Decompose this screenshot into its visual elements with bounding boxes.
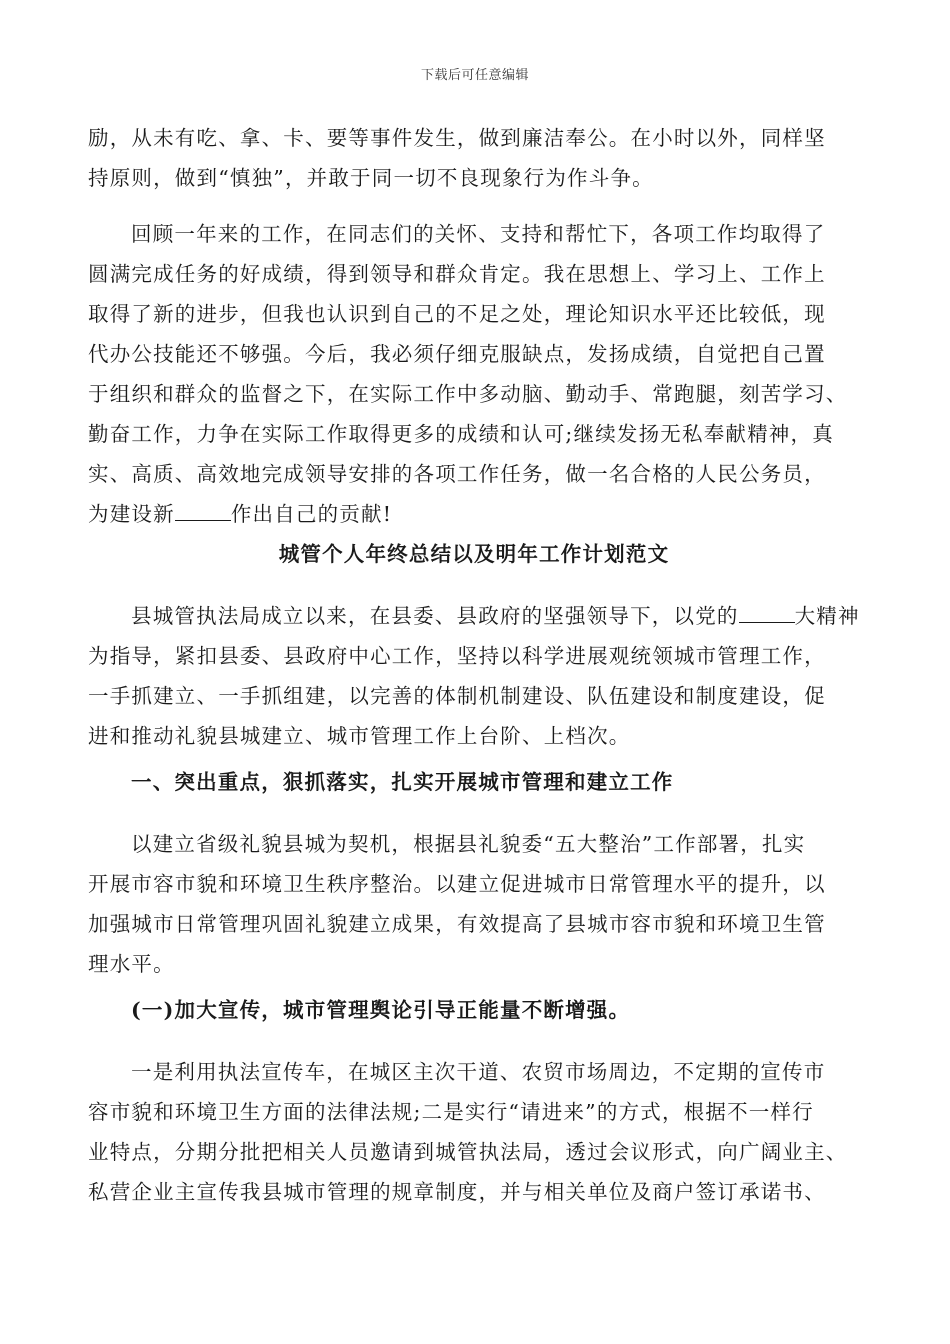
text-line: 励，从未有吃、拿、卡、要等事件发生，做到廉洁奉公。在小时以外，同样坚 (88, 126, 826, 150)
text-line: 业特点，分期分批把相关人员邀请到城管执法局，透过会议形式，向广阔业主、 (88, 1140, 848, 1164)
text-line: 进和推动礼貌县城建立、城市管理工作上台阶、上档次。 (88, 724, 631, 748)
heading-text: (一)加大宣传，城市管理舆论引导正能量不断增强。 (131, 998, 631, 1022)
text-line: 回顾一年来的工作，在同志们的关怀、支持和帮忙下，各项工作均取得了 (131, 222, 826, 246)
text-line: 代办公技能还不够强。今后，我必须仔细克服缺点，发扬成绩，自觉把自己置 (88, 342, 826, 366)
text-line: 于组织和群众的监督之下，在实际工作中多动脑、勤动手、常跑腿，刻苦学习、 (88, 382, 848, 406)
paragraph-continuation (88, 118, 860, 198)
text-line: 以建立省级礼貌县城为契机，根据县礼貌委“五大整治”工作部署，扎实 (131, 832, 806, 856)
fill-blank (739, 600, 795, 623)
heading-text: 一、突出重点，狠抓落实，扎实开展城市管理和建立工作 (131, 770, 674, 794)
heading-level-2 (88, 990, 860, 1030)
text-segment: 作出自己的贡献! (230, 502, 393, 526)
title-text: 城管个人年终总结以及明年工作计划范文 (278, 542, 670, 566)
text-line: 持原则，做到“慎独”，并敢于同一切不良现象行为作斗争。 (88, 166, 654, 190)
text-line: 开展市容市貌和环境卫生秩序整治。以建立促进城市日常管理水平的提升，以 (88, 872, 826, 896)
paragraph-review (88, 214, 860, 534)
text-segment: 大精神 (794, 604, 860, 628)
text-line: 圆满完成任务的好成绩，得到领导和群众肯定。我在思想上、学习上、工作上 (88, 262, 826, 286)
text-line (88, 494, 860, 534)
text-line: 一是利用执法宣传车，在城区主次干道、农贸市场周边，不定期的宣传市 (131, 1060, 826, 1084)
fill-blank (175, 498, 231, 521)
page-header: 下载后可任意编辑 (420, 68, 529, 83)
text-line: 一手抓建立、一手抓组建，以完善的体制机制建设、队伍建设和制度建设，促 (88, 684, 826, 708)
text-line: 为指导，紧扣县委、县政府中心工作，坚持以科学进展观统领城市管理工作， (88, 644, 826, 668)
heading-level-1 (88, 762, 860, 802)
paragraph-publicity (88, 1052, 860, 1212)
text-line: 取得了新的进步，但我也认识到自己的不足之处，理论知识水平还比较低，现 (88, 302, 826, 326)
text-line (88, 596, 860, 636)
text-line: 加强城市日常管理巩固礼貌建立成果，有效提高了县城市容市貌和环境卫生管 (88, 912, 826, 936)
text-segment: 县城管执法局成立以来，在县委、县政府的坚强领导下，以党的 (131, 604, 739, 628)
text-line: 勤奋工作，力争在实际工作取得更多的成绩和认可;继续发扬无私奉献精神，真 (88, 422, 834, 446)
text-segment: 为建设新 (88, 502, 175, 526)
text-line: 理水平。 (88, 952, 175, 976)
text-line: 实、高质、高效地完成领导安排的各项工作任务，做一名合格的人民公务员， (88, 462, 826, 486)
text-line: 容市貌和环境卫生方面的法律法规;二是实行“请进来”的方式，根据不一样行 (88, 1100, 814, 1124)
section-title (88, 534, 860, 574)
paragraph-intro (88, 596, 860, 756)
paragraph-rectification (88, 824, 860, 984)
text-line: 私营企业主宣传我县城市管理的规章制度，并与相关单位及商户签订承诺书、 (88, 1180, 826, 1204)
